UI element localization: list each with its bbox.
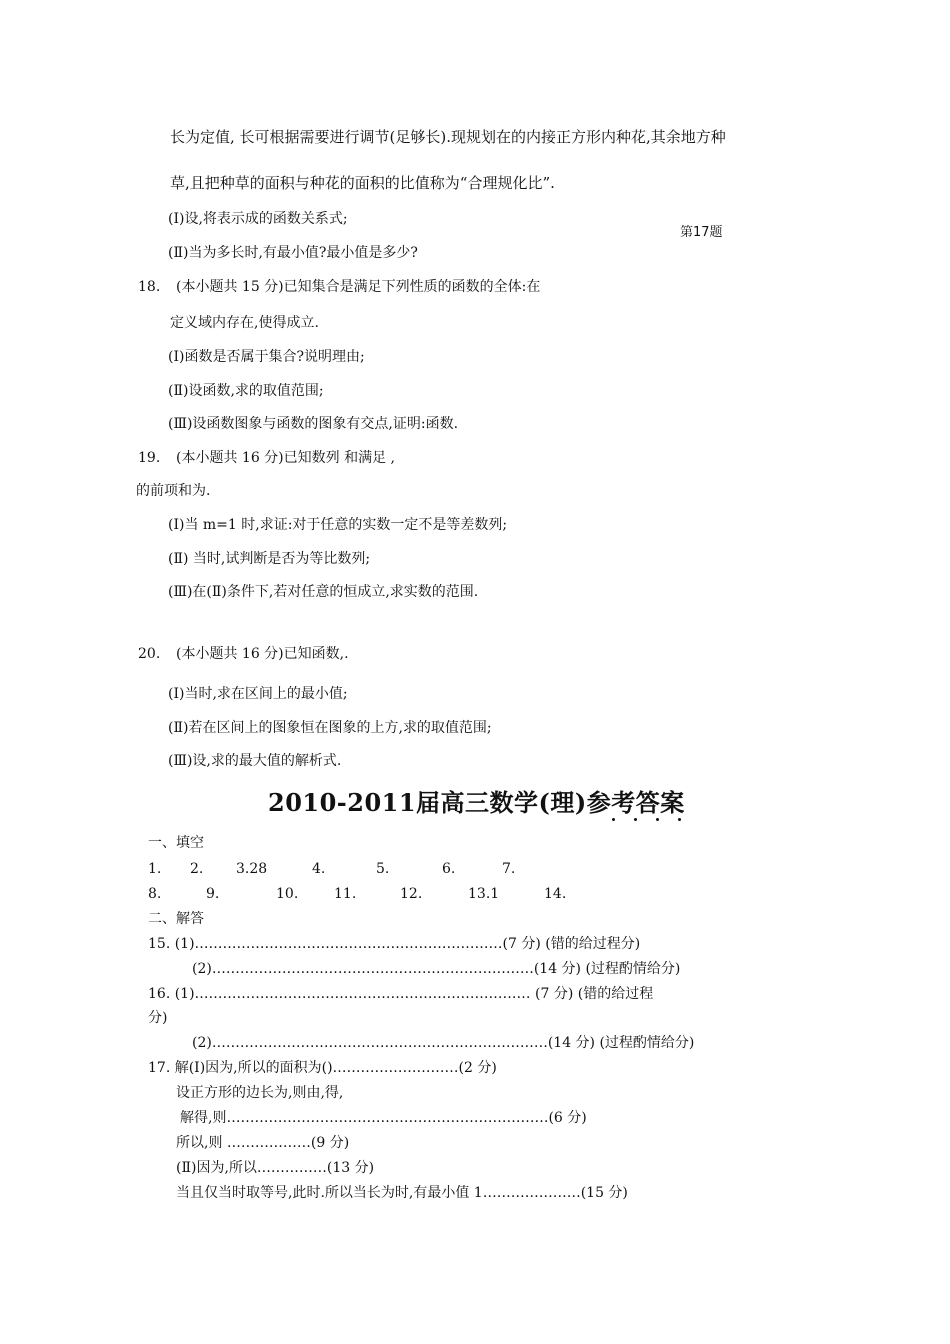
p17-part1: (Ⅰ)设,将表示成的函数关系式; — [168, 211, 348, 227]
answer-17-4: 所以,则 ………………(9 分) — [176, 1135, 350, 1151]
p20-number: 20. — [138, 646, 161, 662]
fill-item: 12. — [400, 886, 423, 902]
answer-17-1: 17. 解(Ⅰ)因为,所以的面积为()………………………(2 分) — [148, 1060, 497, 1076]
fill-item: 7. — [502, 861, 516, 877]
p19-part3: (Ⅲ)在(Ⅱ)条件下,若对任意的恒成立,求实数的范围. — [168, 584, 479, 600]
p18-part1: (Ⅰ)函数是否属于集合?说明理由; — [168, 349, 365, 365]
section-solutions: 二、解答 — [148, 911, 204, 927]
answer-17-3: 解得,则……………………………………………………………(6 分) — [180, 1110, 587, 1126]
p20-header: (本小题共 16 分)已知函数,. — [176, 646, 349, 662]
fill-item: 13.1 — [468, 886, 500, 902]
answer-17-2: 设正方形的边长为,则由,得, — [176, 1085, 344, 1101]
answer-17-6: 当且仅当时取等号,此时.所以当长为时,有最小值 1…………………(15 分) — [176, 1185, 628, 1201]
fill-item: 14. — [544, 886, 567, 902]
answer-15-1: 15. (1)…………………………………………………………(7 分) (错的给过程分) — [148, 936, 641, 952]
answers-title: 2010-2011届高三数学(理)参考答案 — [268, 788, 685, 817]
answer-16-1-wrap: 分) — [148, 1010, 168, 1026]
fill-item: 5. — [376, 861, 390, 877]
section-fill-blank: 一、填空 — [148, 835, 204, 851]
p20-part1: (Ⅰ)当时,求在区间上的最小值; — [168, 686, 348, 702]
p18-line2: 定义域内存在,使得成立. — [170, 315, 319, 331]
p17-line2: 草,且把种草的面积与种花的面积的比值称为“合理规化比”. — [170, 174, 555, 192]
p18-part2: (Ⅱ)设函数,求的取值范围; — [168, 383, 324, 399]
answer-16-1: 16. (1)……………………………………………………………… (7 分) (错的给过程 — [148, 986, 654, 1002]
p19-number: 19. — [138, 450, 161, 466]
fill-item: 10. — [276, 886, 299, 902]
p20-part3: (Ⅲ)设,求的最大值的解析式. — [168, 753, 342, 769]
fill-item: 3.28 — [236, 861, 268, 877]
fill-item: 6. — [442, 861, 456, 877]
p19-part2: (Ⅱ) 当时,试判断是否为等比数列; — [168, 551, 371, 567]
p18-header: (本小题共 15 分)已知集合是满足下列性质的函数的全体:在 — [176, 279, 541, 295]
p20-part2: (Ⅱ)若在区间上的图象恒在图象的上方,求的取值范围; — [168, 720, 492, 736]
p18-part3: (Ⅲ)设函数图象与函数的图象有交点,证明:函数. — [168, 416, 459, 432]
fill-item: 11. — [334, 886, 357, 902]
p19-header: (本小题共 16 分)已知数列 和满足 , — [176, 450, 395, 466]
answer-16-2: (2)………………………………………………………………(14 分) (过程酌情给分) — [192, 1035, 695, 1051]
fill-item: 2. — [190, 861, 204, 877]
fill-item: 8. — [148, 886, 162, 902]
fill-item: 9. — [206, 886, 220, 902]
answer-15-2: (2)……………………………………………………………(14 分) (过程酌情给分) — [192, 961, 681, 977]
p19-part1: (Ⅰ)当 m=1 时,求证:对于任意的实数一定不是等差数列; — [168, 517, 508, 533]
p17-part2: (Ⅱ)当为多长时,有最小值?最小值是多少? — [168, 245, 418, 261]
answer-17-5: (Ⅱ)因为,所以……………(13 分) — [176, 1160, 375, 1176]
fill-item: 4. — [312, 861, 326, 877]
fill-item: 1. — [148, 861, 162, 877]
p19-line2: 的前项和为. — [136, 483, 211, 499]
figure-caption-17: 第17题 — [680, 225, 723, 240]
p17-line1: 长为定值, 长可根据需要进行调节(足够长).现规划在的内接正方形内种花,其余地方种 — [170, 128, 726, 146]
p18-number: 18. — [138, 279, 161, 295]
